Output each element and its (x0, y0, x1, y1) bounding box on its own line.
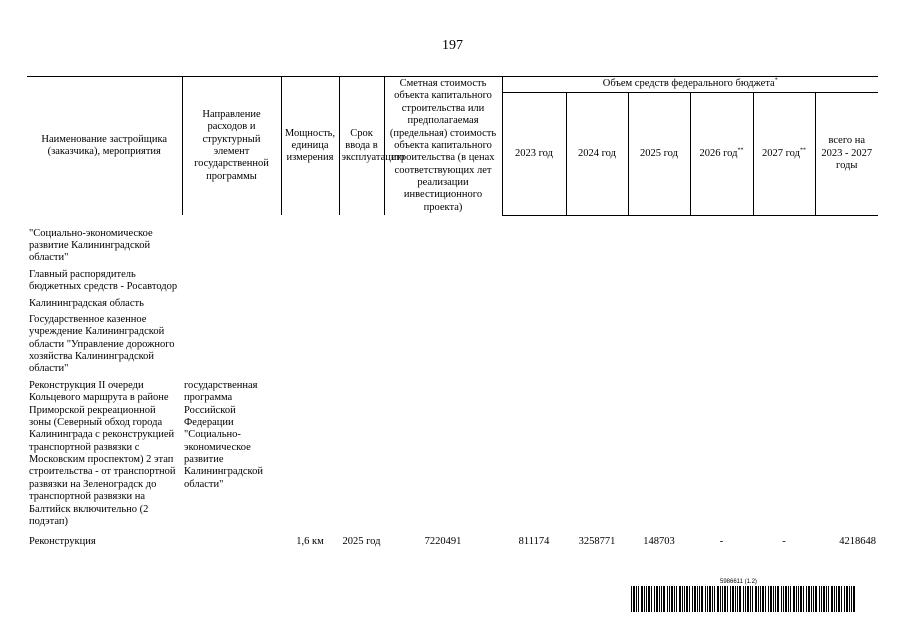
document-code: 5986611 (1.2) (720, 579, 757, 585)
row-capacity: 1,6 км (296, 536, 324, 548)
object-direction: государственная программа Российской Федерации "Социально-экономическое развитие Калининградской области" (184, 379, 263, 490)
row-name: Реконструкция (29, 536, 96, 548)
row-2027: - (782, 536, 786, 548)
header-direction: Направление расходов и структурный элемент государственной программы (182, 77, 281, 216)
barcode-icon (631, 586, 857, 612)
row-2023: 811174 (518, 536, 550, 548)
page-number: 197 (442, 38, 463, 53)
header-year-2026: 2026 год** (690, 93, 753, 216)
row-term: 2025 год (342, 536, 381, 548)
header-term: Срок ввода в эксплуатацию (339, 77, 384, 216)
region-name: Калининградская область (29, 297, 144, 309)
header-name: Наименование застройщика (заказчика), мероприятия (27, 77, 182, 216)
row-cost: 7220491 (424, 536, 462, 548)
program-name: "Социально-экономическое развитие Калининградской области" (29, 227, 153, 264)
header-year-2024: 2024 год (566, 93, 628, 216)
row-2026: - (719, 536, 724, 548)
header-year-2027: 2027 год** (753, 93, 815, 216)
investment-table (27, 76, 878, 549)
row-total: 4218648 (839, 536, 876, 548)
budget-distributor: Главный распорядитель бюджетных средств - Росавтодор (29, 268, 178, 293)
header-federal-budget: Объем средств федерального бюджета* (502, 77, 878, 93)
row-2025: 148703 (643, 536, 675, 548)
header-year-2023: 2023 год (502, 93, 566, 216)
program-block (27, 228, 182, 380)
table-row (27, 528, 878, 548)
object-name: Реконструкция II очереди Кольцевого маршрута в районе Приморской рекреационной зоны (Северный обход города Калининграда с реконструкцией транспортной развязки с Московским проспектом) 2 этап строительства - от транспортной развязки на Зеленоградск до транспортной развязки на Балтийск включительно (2 подэтап) (29, 379, 176, 527)
customer-name: Государственное казенное учреждение Калининградской области "Управление дорожного хозяйства Калининградской области" (29, 313, 175, 375)
row-2024: 3258771 (578, 536, 616, 548)
header-cost: Сметная стоимость объекта капитального строительства или предполагаемая (предельная) стоимость объекта капитального строительства (в ценах соответствующих лет реализации инвестиционного проекта) (384, 77, 502, 216)
header-year-2025: 2025 год (628, 93, 690, 216)
header-capacity: Мощность, единица измерения (281, 77, 339, 216)
header-total: всего на 2023 - 2027 годы (815, 93, 878, 216)
